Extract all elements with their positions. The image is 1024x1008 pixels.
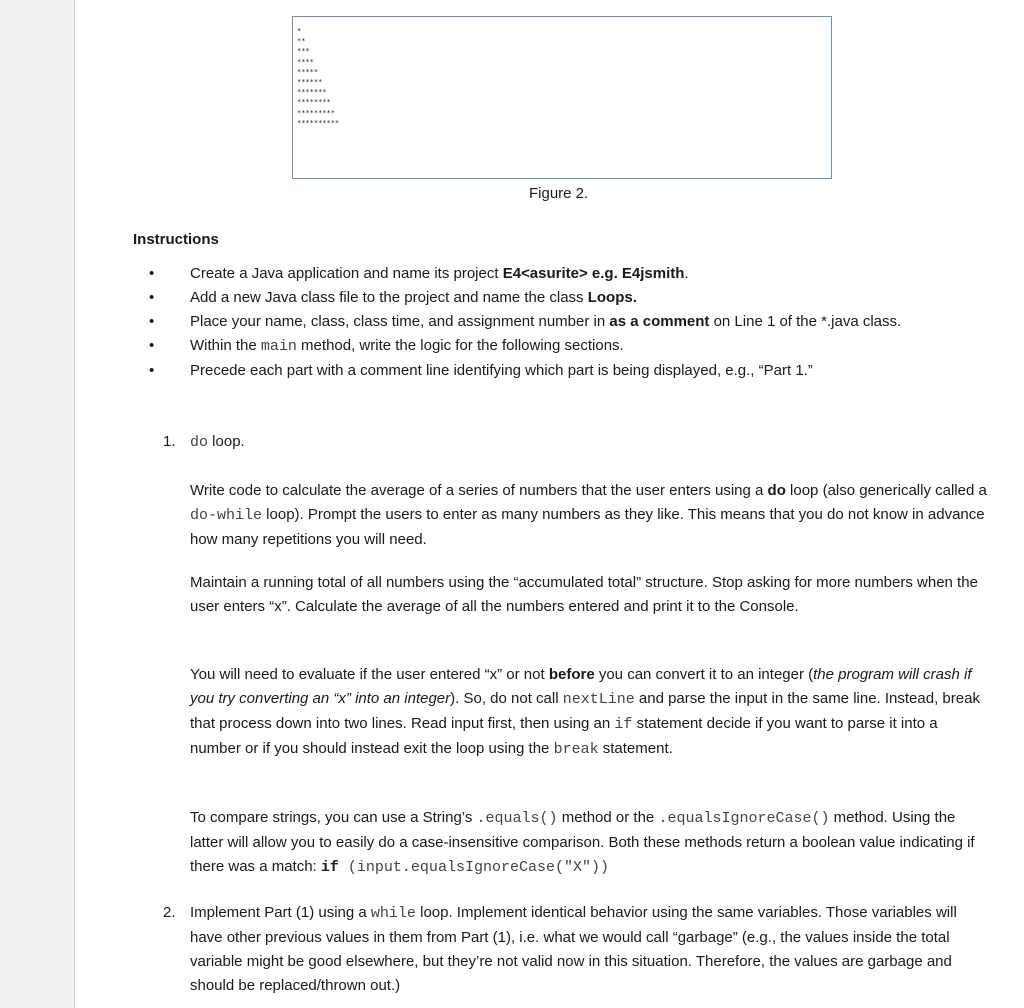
part-1-paragraph-1: Write code to calculate the average of a series of numbers that the user enters using a do loop (also generically called a do-while loop). Prompt the users to enter as many numbers as they like. This means that you do not know in advance how many repetitions you will need. [190, 482, 987, 548]
figure-2-box [292, 16, 832, 179]
part-2-number: 2. [163, 904, 176, 921]
list-item: • Add a new Java class file to the project and name the class Loops. [145, 286, 1005, 310]
part-1-paragraph-4: To compare strings, you can use a String’s .equals() method or the .equalsIgnoreCase() method. Using the latter will allow you to easily do a case-insensitive comparison. Both these methods return a boolean value indicating if there was a match: if (input.equalsIgnoreCase("X")) [190, 809, 975, 876]
list-item: • Within the main method, write the logic for the following sections. [145, 334, 1005, 359]
list-item: • Create a Java application and name its project E4<asurite> e.g. E4jsmith. [145, 262, 1005, 286]
list-item: • Precede each part with a comment line identifying which part is being displayed, e.g., “Part 1.” [145, 359, 1005, 383]
star-pattern: * ** *** **** ***** ****** ******* ******** ********* ********** [297, 27, 340, 127]
figure-caption: Figure 2. [529, 185, 589, 202]
part-1-paragraph-3: You will need to evaluate if the user entered “x” or not before you can convert it to an integer (the program will crash if you try converting an “x” into an integer). So, do not call nextLine and parse the input in the same line. Instead, break that process down into two lines. Read input first, then using an if statement decide if you want to parse it into a number or if you should instead exit the loop using the break statement. [190, 666, 980, 758]
instructions-heading: Instructions [133, 231, 219, 248]
instructions-list [145, 262, 1005, 383]
part-2-paragraph: Implement Part (1) using a while loop. Implement identical behavior using the same variables. Those variables will have other previous values in them from Part (1), i.e. what we would call “garbage” (e.g., the values inside the total variable might be good elsewhere, but they’re not valid now in this situation. Therefore, the values are garbage and should be replaced/thrown out.) [190, 904, 957, 994]
part-1-paragraph-2: Maintain a running total of all numbers using the “accumulated total” structure. Stop asking for more numbers when the user enters “x”. Calculate the average of all the numbers entered and print it to the Console. [190, 574, 978, 615]
list-item: • Place your name, class, class time, and assignment number in as a comment on Line 1 of the *.java class. [145, 310, 1005, 334]
document-page: * ** *** **** ***** ****** ******* ******** ********* ********** Figure 2. Instructions • Create a Java application and name its project E4<asurite> e.g. E4jsmith. • Add a new Java class file to the project and name the class Loops. • Place your name, class, class time, and assignment number in as a comment on Line 1 of the *.java class. • Within the main method, write the logic for the following sections. • Precede each part with a comment line identifying which part is being displayed, e.g., “Part 1.” 1. do loop. Write code to calculate the average of a series of numbers that the user enters using a do loop (also generically called a do-while loop). Prompt the users to enter as many numbers as they like. This means that you do not know in advance how many repetitions you will need. Maintain a running total of all numbers using the “accumulated total” structure. Stop asking for more numbers when the user enters “x”. Calculate the average of all the numbers entered and print it to the Console. You will need to evaluate if the user entered “x” or not before you can convert it to an integer (the program will crash if you try converting an “x” into an integer). So, do not call nextLine and parse the input in the same line. Instead, break that process down into two lines. Read input first, then using an if statement decide if you want to parse it into a number or if you should instead exit the loop using the break statement. To compare strings, you can use a String’s .equals() method or the .equalsIgnoreCase() method. Using the latter will allow you to easily do a case-insensitive comparison. Both these methods return a boolean value indicating if there was a match: if (input.equalsIgnoreCase("X")) 2. Implement Part (1) using a while loop. Implement identical behavior using the same variables. Those variables will have other previous values in them from Part (1), i.e. what we would call “garbage” (e.g., the values inside the total variable might be good elsewhere, but they’re not valid now in this situation. Therefore, the values are garbage and should be replaced/thrown out.) [74, 0, 1024, 1008]
